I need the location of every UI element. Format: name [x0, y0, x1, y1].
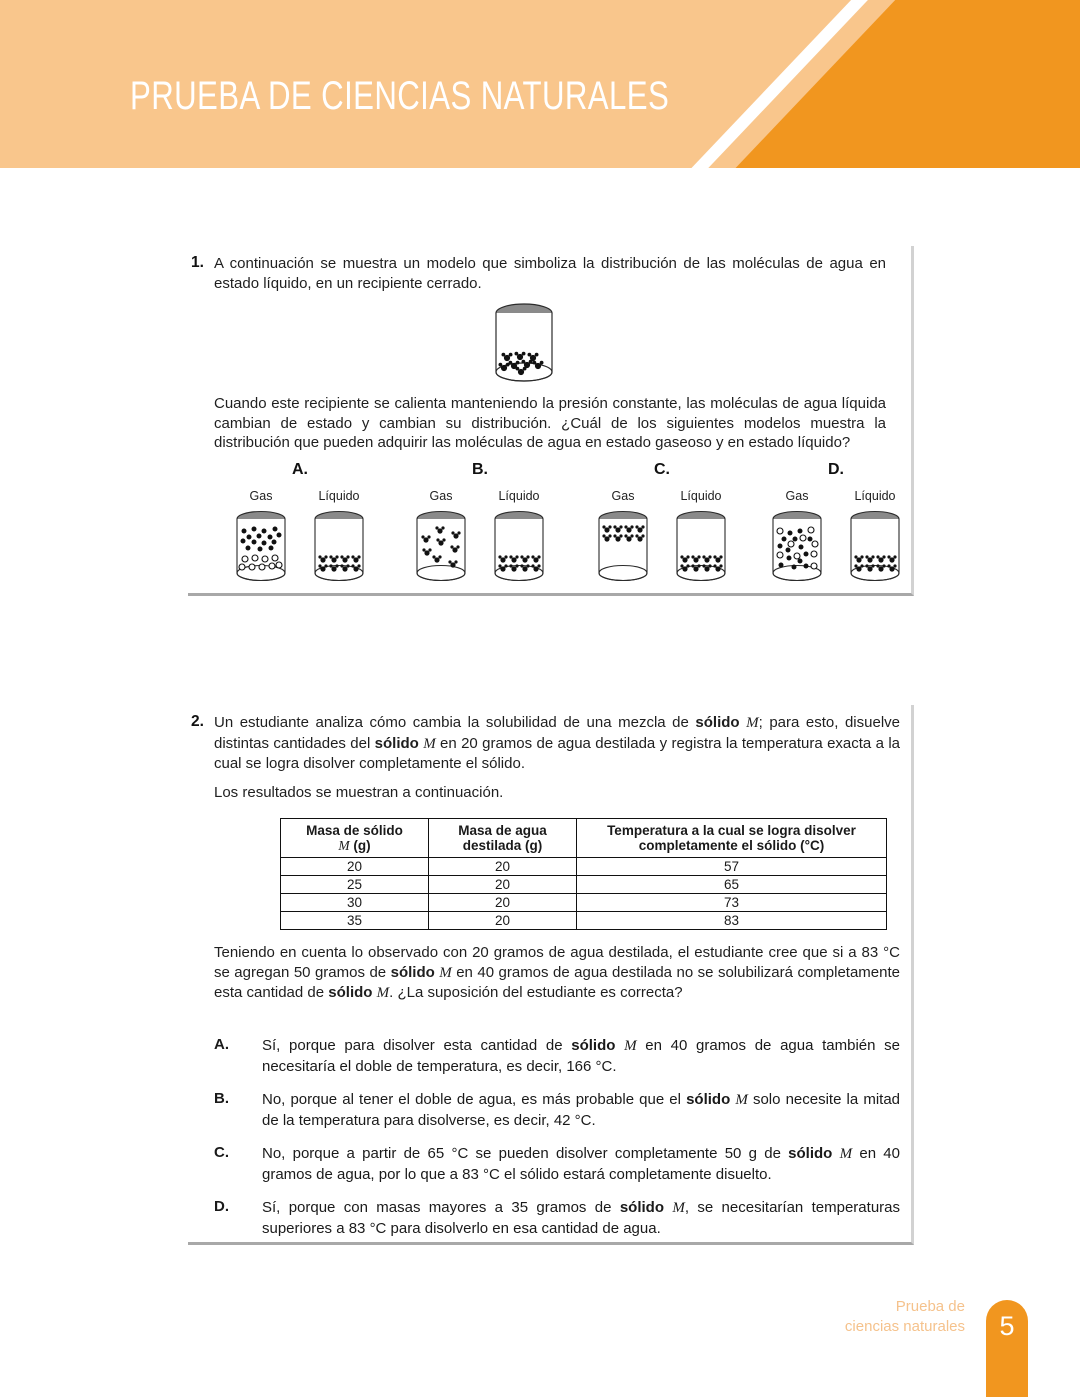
option-c-liquid-label: Líquido: [680, 489, 722, 503]
option-a-label: A.: [214, 1036, 229, 1053]
question-1-block: [188, 246, 914, 596]
question-1-option-c[interactable]: [592, 461, 732, 590]
question-2-option-a[interactable]: [214, 1036, 900, 1076]
question-2-stem-paragraph-1: Un estudiante analiza cómo cambia la solubilidad de una mezcla de sólido M; para esto, disuelve distintas cantidades del sólido M en 20 gramos de agua destilada y registra la temperatura exacta a la cual se logra disolver completamente el sólido.: [214, 714, 900, 772]
question-2-stem-paragraph-2: Los resultados se muestran a continuación.: [214, 784, 504, 801]
table-row: [281, 858, 887, 876]
page-number: 5: [999, 1311, 1015, 1341]
page-header: [0, 0, 1080, 168]
option-b-label: B.: [214, 1090, 229, 1107]
page-number-tab: [986, 1300, 1028, 1397]
table-row: [281, 894, 887, 912]
question-1-stem-part2: Cuando este recipiente se calienta manteniendo la presión constante, las moléculas de agua líquida cambian de estado y cambian su distribución. ¿Cuál de los siguientes modelos muestra la distribución que pueden adquirir las moléculas de agua en estado gaseoso y en estado líquido?: [214, 395, 886, 451]
option-c-label: C.: [214, 1144, 229, 1161]
table-cell: 20: [429, 912, 577, 930]
page-title: PRUEBA DE CIENCIAS NATURALES: [130, 74, 670, 118]
option-b-text: No, porque al tener el doble de agua, es más probable que el sólido M solo necesite la mitad de la temperatura para disolverse, es decir, 42 °C.: [262, 1091, 900, 1129]
table-cell: 20: [429, 858, 577, 876]
cylinder-liquid-molecules-icon: [488, 509, 550, 585]
cylinder-gas-packed-molecules-icon: [592, 509, 654, 585]
question-2-option-b[interactable]: [214, 1090, 900, 1130]
question-2-stem-paragraph-3: Teniendo en cuenta lo observado con 20 gramos de agua destilada, el estudiante cree que si a 83 °C se agregan 50 gramos de sólido M en 40 gramos de agua destilada no se solubilizará completamente esta cantidad de sólido M. ¿La suposición del estudiante es correcta?: [214, 944, 900, 1001]
solubility-results-table: [280, 818, 887, 930]
option-c-label: C.: [654, 461, 670, 478]
question-2-option-c[interactable]: [214, 1144, 900, 1184]
question-1-number: 1.: [191, 254, 204, 271]
table-row: [281, 912, 887, 930]
table-header-temperature: Temperatura a la cual se logra disolver completamente el sólido (°C): [577, 819, 887, 858]
question-2-option-d[interactable]: [214, 1198, 900, 1238]
option-d-label: D.: [214, 1198, 229, 1215]
cylinder-liquid-molecules-icon: [844, 509, 906, 585]
option-c-text: No, porque a partir de 65 °C se pueden disolver completamente 50 g de sólido M en 40 gramos de agua, por lo que a 83 °C el sólido estará completamente disuelto.: [262, 1145, 900, 1183]
cylinder-liquid-molecules-icon: [308, 509, 370, 585]
question-2-answer-options: [214, 1022, 900, 1238]
option-b-liquid-label: Líquido: [498, 489, 540, 503]
table-cell: 25: [281, 876, 429, 894]
table-cell: 35: [281, 912, 429, 930]
cylinder-gas-mixed-dots-icon: [766, 509, 828, 585]
question-1-option-b[interactable]: [410, 461, 550, 590]
footer-line-2: ciencias naturales: [844, 1318, 965, 1335]
footer-line-1: Prueba de: [895, 1298, 965, 1315]
footer-label: [845, 1297, 965, 1337]
option-a-label: A.: [292, 461, 308, 478]
cylinder-liquid-icon: [488, 302, 560, 386]
table-header-mass-water: Masa de agua destilada (g): [429, 819, 577, 858]
question-2-number: 2.: [191, 713, 204, 730]
cylinder-liquid-molecules-icon: [670, 509, 732, 585]
table-header-row: [281, 819, 887, 858]
table-cell: 20: [281, 858, 429, 876]
table-cell: 65: [577, 876, 887, 894]
option-a-liquid-label: Líquido: [318, 489, 360, 503]
option-d-gas-label: Gas: [785, 489, 809, 503]
table-row: [281, 876, 887, 894]
option-b-gas-label: Gas: [429, 489, 453, 503]
table-cell: 83: [577, 912, 887, 930]
table-cell: 20: [429, 894, 577, 912]
question-1-option-a[interactable]: [230, 461, 370, 590]
option-b-label: B.: [472, 461, 488, 478]
option-a-gas-label: Gas: [249, 489, 273, 503]
table-cell: 30: [281, 894, 429, 912]
option-d-liquid-label: Líquido: [854, 489, 896, 503]
question-1-stem-part1: A continuación se muestra un modelo que simboliza la distribución de las moléculas de agua en estado líquido, en un recipiente cerrado.: [214, 255, 886, 292]
table-cell: 57: [577, 858, 887, 876]
option-d-label: D.: [828, 461, 844, 478]
question-1-option-d[interactable]: [766, 461, 906, 590]
question-1-initial-container-figure: [488, 302, 560, 391]
table-header-mass-solid: Masa de sólido M (g): [281, 819, 429, 858]
cylinder-gas-molecules-icon: [410, 509, 472, 585]
table-cell: 73: [577, 894, 887, 912]
table-cell: 20: [429, 876, 577, 894]
question-2-block: [188, 705, 914, 1245]
option-d-text: Sí, porque con masas mayores a 35 gramos de sólido M, se necesitarían temperaturas superiores a 83 °C para disolverlo en esa cantidad de agua.: [262, 1199, 900, 1237]
cylinder-gas-dots-icon: [230, 509, 292, 585]
option-a-text: Sí, porque para disolver esta cantidad de sólido M en 40 gramos de agua también se necesitaría el doble de temperatura, es decir, 166 °C.: [262, 1037, 900, 1075]
option-c-gas-label: Gas: [611, 489, 635, 503]
